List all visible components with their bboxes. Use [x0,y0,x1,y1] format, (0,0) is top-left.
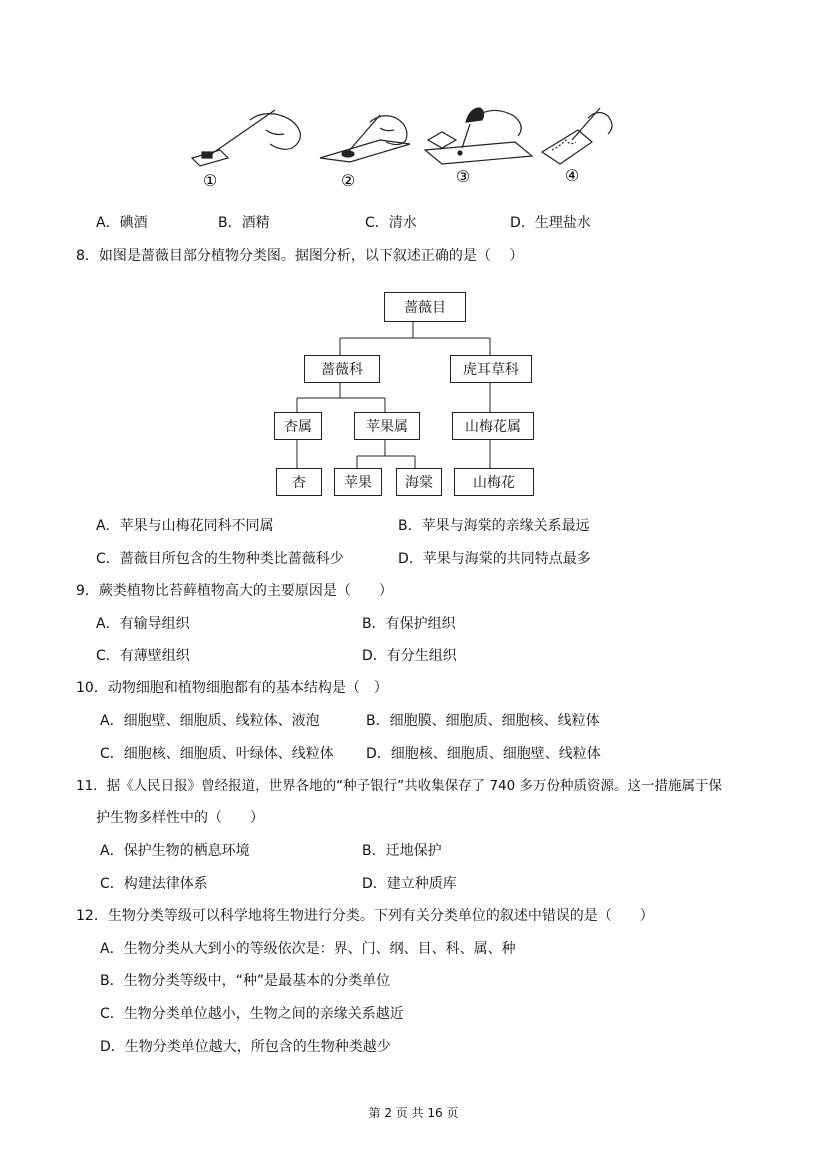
q7-option-d: D．生理盐水 [510,215,591,231]
q12-option-c: C．生物分类单位越小，生物之间的亲缘关系越近 [100,1006,404,1022]
q7-option-b: B．酒精 [218,215,270,231]
q10-option-a: A．细胞壁、细胞质、线粒体、液泡 [100,713,320,729]
q8-option-b: B．苹果与海棠的亲缘关系最远 [398,518,590,534]
figure-label-1: ① [202,171,218,190]
q8-option-d: D．苹果与海棠的共同特点最多 [398,551,591,567]
page-footer: 第 2 页 共 16 页 [368,1106,459,1120]
step-4-drawing [542,108,612,164]
q12-stem: 12．生物分类等级可以科学地将生物进行分类。下列有关分类单位的叙述中错误的是（ ） [76,908,654,924]
q9-option-a: A．有输导组织 [96,616,190,632]
q9-option-b: B．有保护组织 [362,616,456,632]
tree-node-genus-prunus: 杏属 [274,412,322,440]
tree-node-species-mock-orange: 山梅花 [454,468,534,496]
slide-preparation-figure [180,100,620,195]
q11-option-c: C．构建法律体系 [100,876,208,892]
q9-option-c: C．有薄壁组织 [96,648,190,664]
q12-option-b: B．生物分类等级中，“种”是最基本的分类单位 [100,973,391,989]
q10-option-c: C．细胞核、细胞质、叶绿体、线粒体 [100,746,334,762]
q9-option-d: D．有分生组织 [362,648,457,664]
q11-option-d: D．建立种质库 [362,876,457,892]
q11-option-b: B．迁地保护 [362,843,442,859]
figure-label-2: ② [340,171,356,190]
q9-stem: 9．蕨类植物比苔藓植物高大的主要原因是（ ） [76,583,393,599]
tree-node-family-rosaceae: 蔷薇科 [304,355,380,383]
tree-node-genus-malus: 苹果属 [354,412,420,440]
q10-option-b: B．细胞膜、细胞质、细胞核、线粒体 [366,713,600,729]
q12-option-a: A．生物分类从大到小的等级依次是：界、门、纲、目、科、属、种 [100,941,516,957]
tree-node-species-apricot: 杏 [276,468,322,496]
tree-node-species-apple: 苹果 [334,468,382,496]
step-3-drawing [425,108,532,164]
q10-stem: 10．动物细胞和植物细胞都有的基本结构是（ ） [76,680,388,696]
q11-option-a: A．保护生物的栖息环境 [100,843,250,859]
rosales-classification-tree [270,286,550,502]
tree-node-family-saxifragaceae: 虎耳草科 [450,355,532,383]
q8-option-c: C．蔷薇目所包含的生物种类比蔷薇科少 [96,551,344,567]
tree-node-genus-philadelphus: 山梅花属 [452,412,534,440]
q7-option-a: A．碘酒 [96,215,148,231]
tree-node-order: 蔷薇目 [384,292,466,322]
q11-stem-line2: 护生物多样性中的（ ） [96,810,264,826]
tree-node-species-crabapple: 海棠 [396,468,442,496]
q8-stem: 8．如图是蔷薇目部分植物分类图。据图分析，以下叙述正确的是（ ） [76,248,524,264]
figure-label-4: ④ [564,166,580,185]
q8-option-a: A．苹果与山梅花同科不同属 [96,518,274,534]
step-1-drawing [192,110,300,166]
q10-option-d: D．细胞核、细胞质、细胞壁、线粒体 [366,746,601,762]
figure-label-3: ③ [455,167,471,186]
step-2-drawing [320,115,410,162]
q11-stem-line1: 11．据《人民日报》曾经报道，世界各地的“种子银行”共收集保存了 740 多万份种质资源。这一措施属于保 [76,778,723,794]
q7-option-c: C．清水 [365,215,417,231]
q12-option-d: D．生物分类单位越大，所包含的生物种类越少 [100,1039,391,1055]
